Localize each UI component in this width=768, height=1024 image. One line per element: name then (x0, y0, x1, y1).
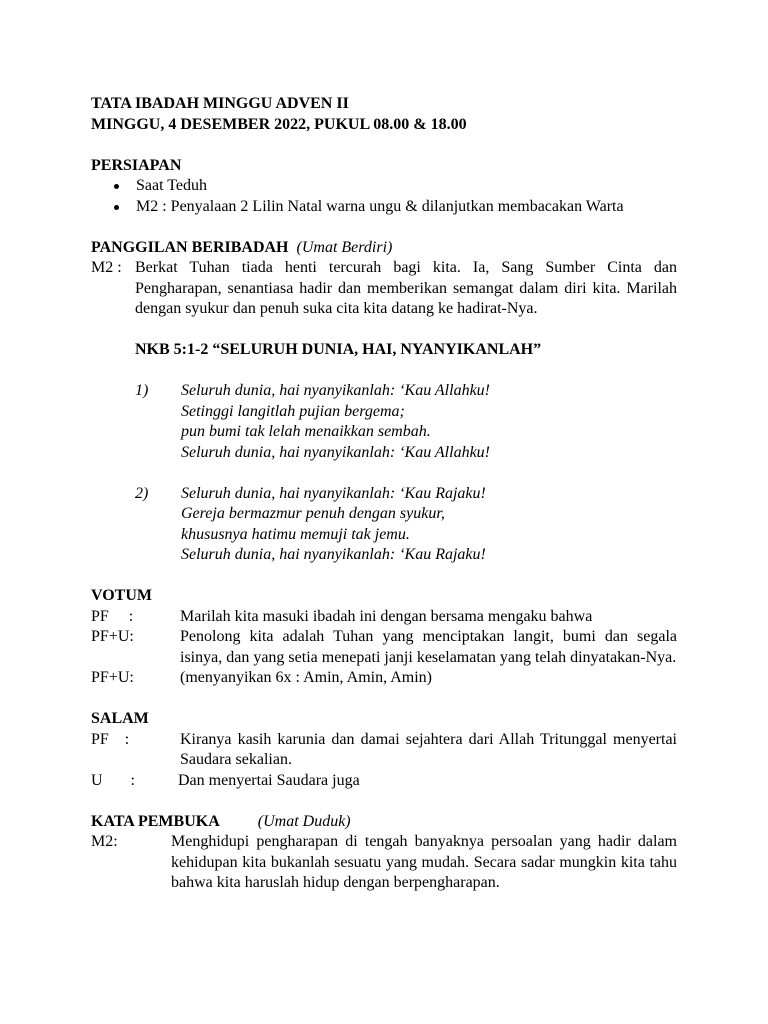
panggilan-text: Berkat Tuhan tiada henti tercurah bagi kita. Ia, Sang Sumber Cinta dan Pengharapan, senantiasa hadir dan memberikan semangat dalam diri kita. Marilah dengan syukur dan penuh suka cita kita datang ke hadirat-Nya. (135, 259, 677, 317)
panggilan-row (91, 258, 677, 320)
speaker-label: PF+U: (91, 669, 134, 686)
panggilan-note: (Umat Berdiri) (296, 238, 393, 256)
verse-line: Gereja bermazmur penuh dengan syukur, (181, 505, 445, 522)
verse-line: Seluruh dunia, hai nyanyikanlah: ‘Kau Allahku! (181, 443, 490, 461)
kata-pembuka-row (91, 832, 677, 894)
section-heading-persiapan: PERSIAPAN (91, 156, 182, 174)
section-heading-panggilan-row (91, 238, 677, 259)
votum-row (91, 668, 677, 689)
votum-text: Marilah kita masuki ibadah ini dengan bersama mengaku bahwa (180, 607, 593, 625)
section-heading-votum: VOTUM (91, 587, 153, 604)
verse-number: 1) (135, 382, 149, 399)
verse-line: pun bumi tak lelah menaikkan sembah. (181, 423, 431, 440)
speaker-label: M2 : (91, 259, 122, 276)
kata-pembuka-note: (Umat Duduk) (257, 812, 351, 830)
salam-text: Dan menyertai Saudara juga (178, 771, 360, 789)
kata-pembuka-text: Menghidupi pengharapan di tengah banyaknya persoalan yang hadir dalam kehidupan kita bukanlah sesuatu yang mudah. Secara sadar mungkin kita tahu bahwa kita haruslah hidup dengan berpengharapan. (171, 833, 677, 891)
document-page (91, 94, 677, 894)
persiapan-item: M2 : Penyalaan 2 Lilin Natal warna ungu & dilanjutkan membacakan Warta (91, 197, 677, 218)
verse-line: Setinggi langitlah pujian bergema; (181, 402, 405, 420)
document-date-line: MINGGU, 4 DESEMBER 2022, PUKUL 08.00 & 18.00 (91, 115, 467, 133)
verse-line: Seluruh dunia, hai nyanyikanlah: ‘Kau Allahku! (181, 382, 490, 399)
salam-row (91, 771, 677, 792)
votum-row (91, 607, 677, 628)
speaker-label: PF : (91, 730, 130, 748)
persiapan-item: Saat Teduh (91, 176, 677, 197)
speaker-label: M2: (91, 833, 118, 850)
verse-line: khususnya hatimu memuji tak jemu. (181, 525, 410, 543)
speaker-label: PF : (91, 607, 134, 625)
verse-line: Seluruh dunia, hai nyanyikanlah: ‘Kau Rajaku! (181, 546, 486, 563)
verse-line: Seluruh dunia, hai nyanyikanlah: ‘Kau Rajaku! (181, 484, 486, 502)
section-heading-kata-pembuka: KATA PEMBUKA (91, 812, 220, 830)
section-heading-kata-row (91, 812, 677, 833)
persiapan-list (91, 176, 677, 217)
votum-text: Penolong kita adalah Tuhan yang menciptakan langit, bumi dan segala isinya, dan yang setia menepati janji keselamatan yang telah dinyatakan-Nya. (180, 628, 677, 666)
song-verse (135, 484, 677, 566)
salam-text: Kiranya kasih karunia dan damai sejahtera dari Allah Tritunggal menyertai Saudara sekalian. (180, 730, 677, 768)
section-heading-panggilan: PANGGILAN BERIBADAH (91, 238, 289, 256)
votum-text: (menyanyikan 6x : Amin, Amin, Amin) (180, 669, 432, 686)
speaker-label: PF+U: (91, 628, 134, 645)
salam-row (91, 730, 677, 771)
document-title: TATA IBADAH MINGGU ADVEN II (91, 95, 349, 112)
verse-number: 2) (135, 484, 149, 502)
song-title: NKB 5:1-2 “SELURUH DUNIA, HAI, NYANYIKANLAH” (135, 341, 542, 358)
speaker-label: U : (91, 771, 135, 789)
song-verse (135, 381, 677, 463)
section-heading-salam: SALAM (91, 710, 149, 727)
votum-row (91, 627, 677, 668)
